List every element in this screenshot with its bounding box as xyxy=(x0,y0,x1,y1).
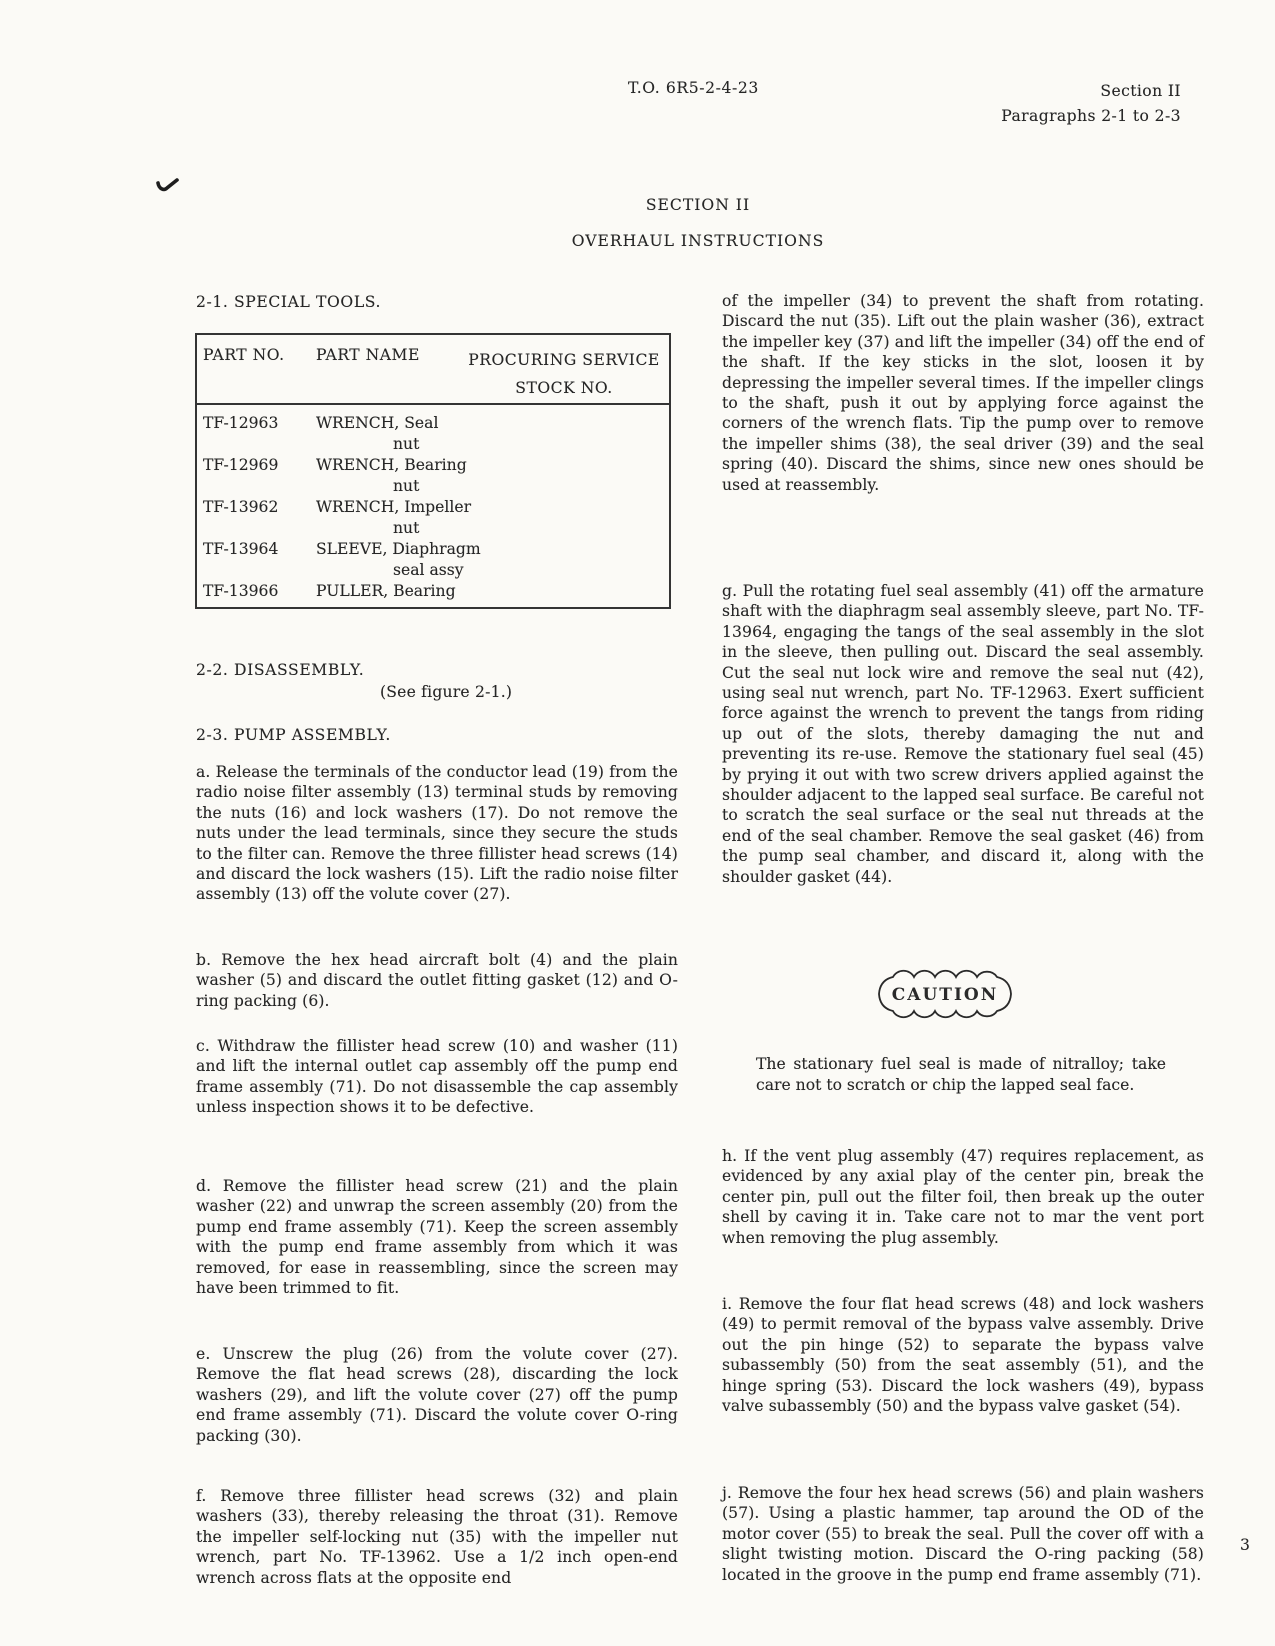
col-part-no: PART NO. xyxy=(203,346,285,364)
table-row xyxy=(197,581,669,602)
part-name-sub-cell: nut xyxy=(393,435,420,453)
col-stock-line1: PROCURING SERVICE xyxy=(468,351,660,369)
paragraph-f-continued: of the impeller (34) to prevent the shaft from rotating. Discard the nut (35). Lift out the plain washer (36), extract the impeller key (37) and lift the impeller (34) off the end of the shaft. If the key sticks in the slot, loosen it by depressing the impeller several times. If the impeller clings to the shaft, push it out by applying force against the corners of the wrench flats. Tip the pump over to remove the impeller shims (38), the seal driver (39) and the seal spring (40). Discard the shims, since new ones should be used at reassembly. xyxy=(722,292,1204,494)
table-row xyxy=(197,455,669,497)
section-title: SECTION II xyxy=(645,196,751,214)
paragraph-b: b. Remove the hex head aircraft bolt (4) and the plain washer (5) and discard the outlet fitting gasket (12) and O-ring packing (6). xyxy=(196,951,678,1010)
section-subtitle: OVERHAUL INSTRUCTIONS xyxy=(571,232,825,250)
pump-assembly-heading: 2-3. PUMP ASSEMBLY. xyxy=(196,726,391,744)
special-tools-heading: 2-1. SPECIAL TOOLS. xyxy=(196,293,382,311)
table-row xyxy=(197,539,669,581)
col-stock-line2: STOCK NO. xyxy=(515,379,613,397)
disassembly-heading: 2-2. DISASSEMBLY. xyxy=(196,661,365,679)
paragraphs-ref: Paragraphs 2-1 to 2-3 xyxy=(1001,107,1181,125)
caution-label: CAUTION xyxy=(891,985,999,1005)
part-no-cell: TF-13964 xyxy=(203,540,279,558)
section-ref: Section II xyxy=(1100,82,1181,100)
table-row xyxy=(197,413,669,455)
part-name-cell: SLEEVE, Diaphragm xyxy=(316,540,481,558)
stray-ink-mark xyxy=(156,176,184,196)
part-no-cell: TF-12969 xyxy=(203,456,279,474)
part-name-cell: WRENCH, Impeller xyxy=(316,498,472,516)
part-name-cell: PULLER, Bearing xyxy=(316,582,456,600)
header-right xyxy=(1001,79,1181,129)
part-name-sub-cell: seal assy xyxy=(393,561,464,579)
paragraph-h: h. If the vent plug assembly (47) requires replacement, as evidenced by any axial play of the center pin, break the center pin, pull out the filter foil, then break up the outer shell by caving it in. Take care not to mar the vent port when removing the plug assembly. xyxy=(722,1147,1204,1247)
paragraph-a: a. Release the terminals of the conductor lead (19) from the radio noise filter assembly (13) terminal studs by removing the nuts (16) and lock washers (17). Do not remove the nuts under the lead terminals, since they secure the studs to the filter can. Remove the three fillister head screws (14) and discard the lock washers (15). Lift the radio noise filter assembly (13) off the volute cover (27). xyxy=(196,763,678,904)
paragraph-i: i. Remove the four flat head screws (48) and lock washers (49) to permit removal of the bypass valve assembly. Drive out the pin hinge (52) to separate the bypass valve subassembly (50) from the seat assembly (51), and the hinge spring (53). Discard the lock washers (49), bypass valve subassembly (50) and the bypass valve gasket (54). xyxy=(722,1295,1204,1416)
part-name-cell: WRENCH, Seal xyxy=(316,414,439,432)
part-no-cell: TF-12963 xyxy=(203,414,279,432)
page-number: 3 xyxy=(1240,1536,1251,1554)
paragraph-f: f. Remove three fillister head screws (32) and plain washers (33), thereby releasing the throat (31). Remove the impeller self-locking nut (35) with the impeller nut wrench, part No. TF-13962. Use a 1/2 inch open-end wrench across flats at the opposite end xyxy=(196,1487,678,1587)
part-no-cell: TF-13962 xyxy=(203,498,279,516)
table-row xyxy=(197,497,669,539)
col-stock-no xyxy=(463,346,665,402)
part-name-sub-cell: nut xyxy=(393,477,420,495)
paragraph-j: j. Remove the four hex head screws (56) and plain washers (57). Using a plastic hammer, tap around the OD of the motor cover (55) to break the seal. Pull the cover off with a slight twisting motion. Discard the O-ring packing (58) located in the groove in the pump end frame assembly (71). xyxy=(722,1484,1204,1584)
part-name-cell: WRENCH, Bearing xyxy=(316,456,467,474)
table-body xyxy=(197,405,669,602)
to-number: T.O. 6R5-2-4-23 xyxy=(628,79,759,97)
see-figure-note: (See figure 2-1.) xyxy=(380,683,513,701)
caution-note: The stationary fuel seal is made of nitralloy; take care not to scratch or chip the lapped seal face. xyxy=(756,1055,1166,1094)
paragraph-d: d. Remove the fillister head screw (21) and the plain washer (22) and unwrap the screen assembly (20) from the pump end frame assembly (71). Keep the screen assembly with the pump end frame assembly from which it was removed, for ease in reassembling, since the screen may have been trimmed to fit. xyxy=(196,1177,678,1298)
table-header-row xyxy=(197,335,669,405)
special-tools-table xyxy=(195,333,671,609)
paragraph-g: g. Pull the rotating fuel seal assembly (41) off the armature shaft with the diaphragm seal assembly sleeve, part No. TF-13964, engaging the tangs of the seal assembly in the slot in the sleeve, then pulling out. Discard the seal assembly. Cut the seal nut lock wire and remove the seal nut (42), using seal nut wrench, part No. TF-12963. Exert sufficient force against the wrench to prevent the tangs from riding up out of the slots, thereby damaging the nut and preventing its re-use. Remove the stationary fuel seal (45) by prying it out with two screw drivers applied against the shoulder adjacent to the lapped seal surface. Be careful not to scratch the seal surface or the seal nut threads at the end of the seal chamber. Remove the seal gasket (46) from the pump seal chamber, and discard it, along with the shoulder gasket (44). xyxy=(722,582,1204,886)
part-name-sub-cell: nut xyxy=(393,519,420,537)
part-no-cell: TF-13966 xyxy=(203,582,279,600)
paragraph-c: c. Withdraw the fillister head screw (10) and washer (11) and lift the internal outlet cap assembly off the pump end frame assembly (71). Do not disassemble the cap assembly unless inspection shows it to be defective. xyxy=(196,1037,678,1117)
col-part-name: PART NAME xyxy=(316,346,420,364)
paragraph-e: e. Unscrew the plug (26) from the volute cover (27). Remove the flat head screws (28), discarding the lock washers (29), and lift the volute cover (27) off the pump end frame assembly (71). Discard the volute cover O-ring packing (30). xyxy=(196,1345,678,1445)
caution-cloud-icon xyxy=(872,960,1018,1028)
